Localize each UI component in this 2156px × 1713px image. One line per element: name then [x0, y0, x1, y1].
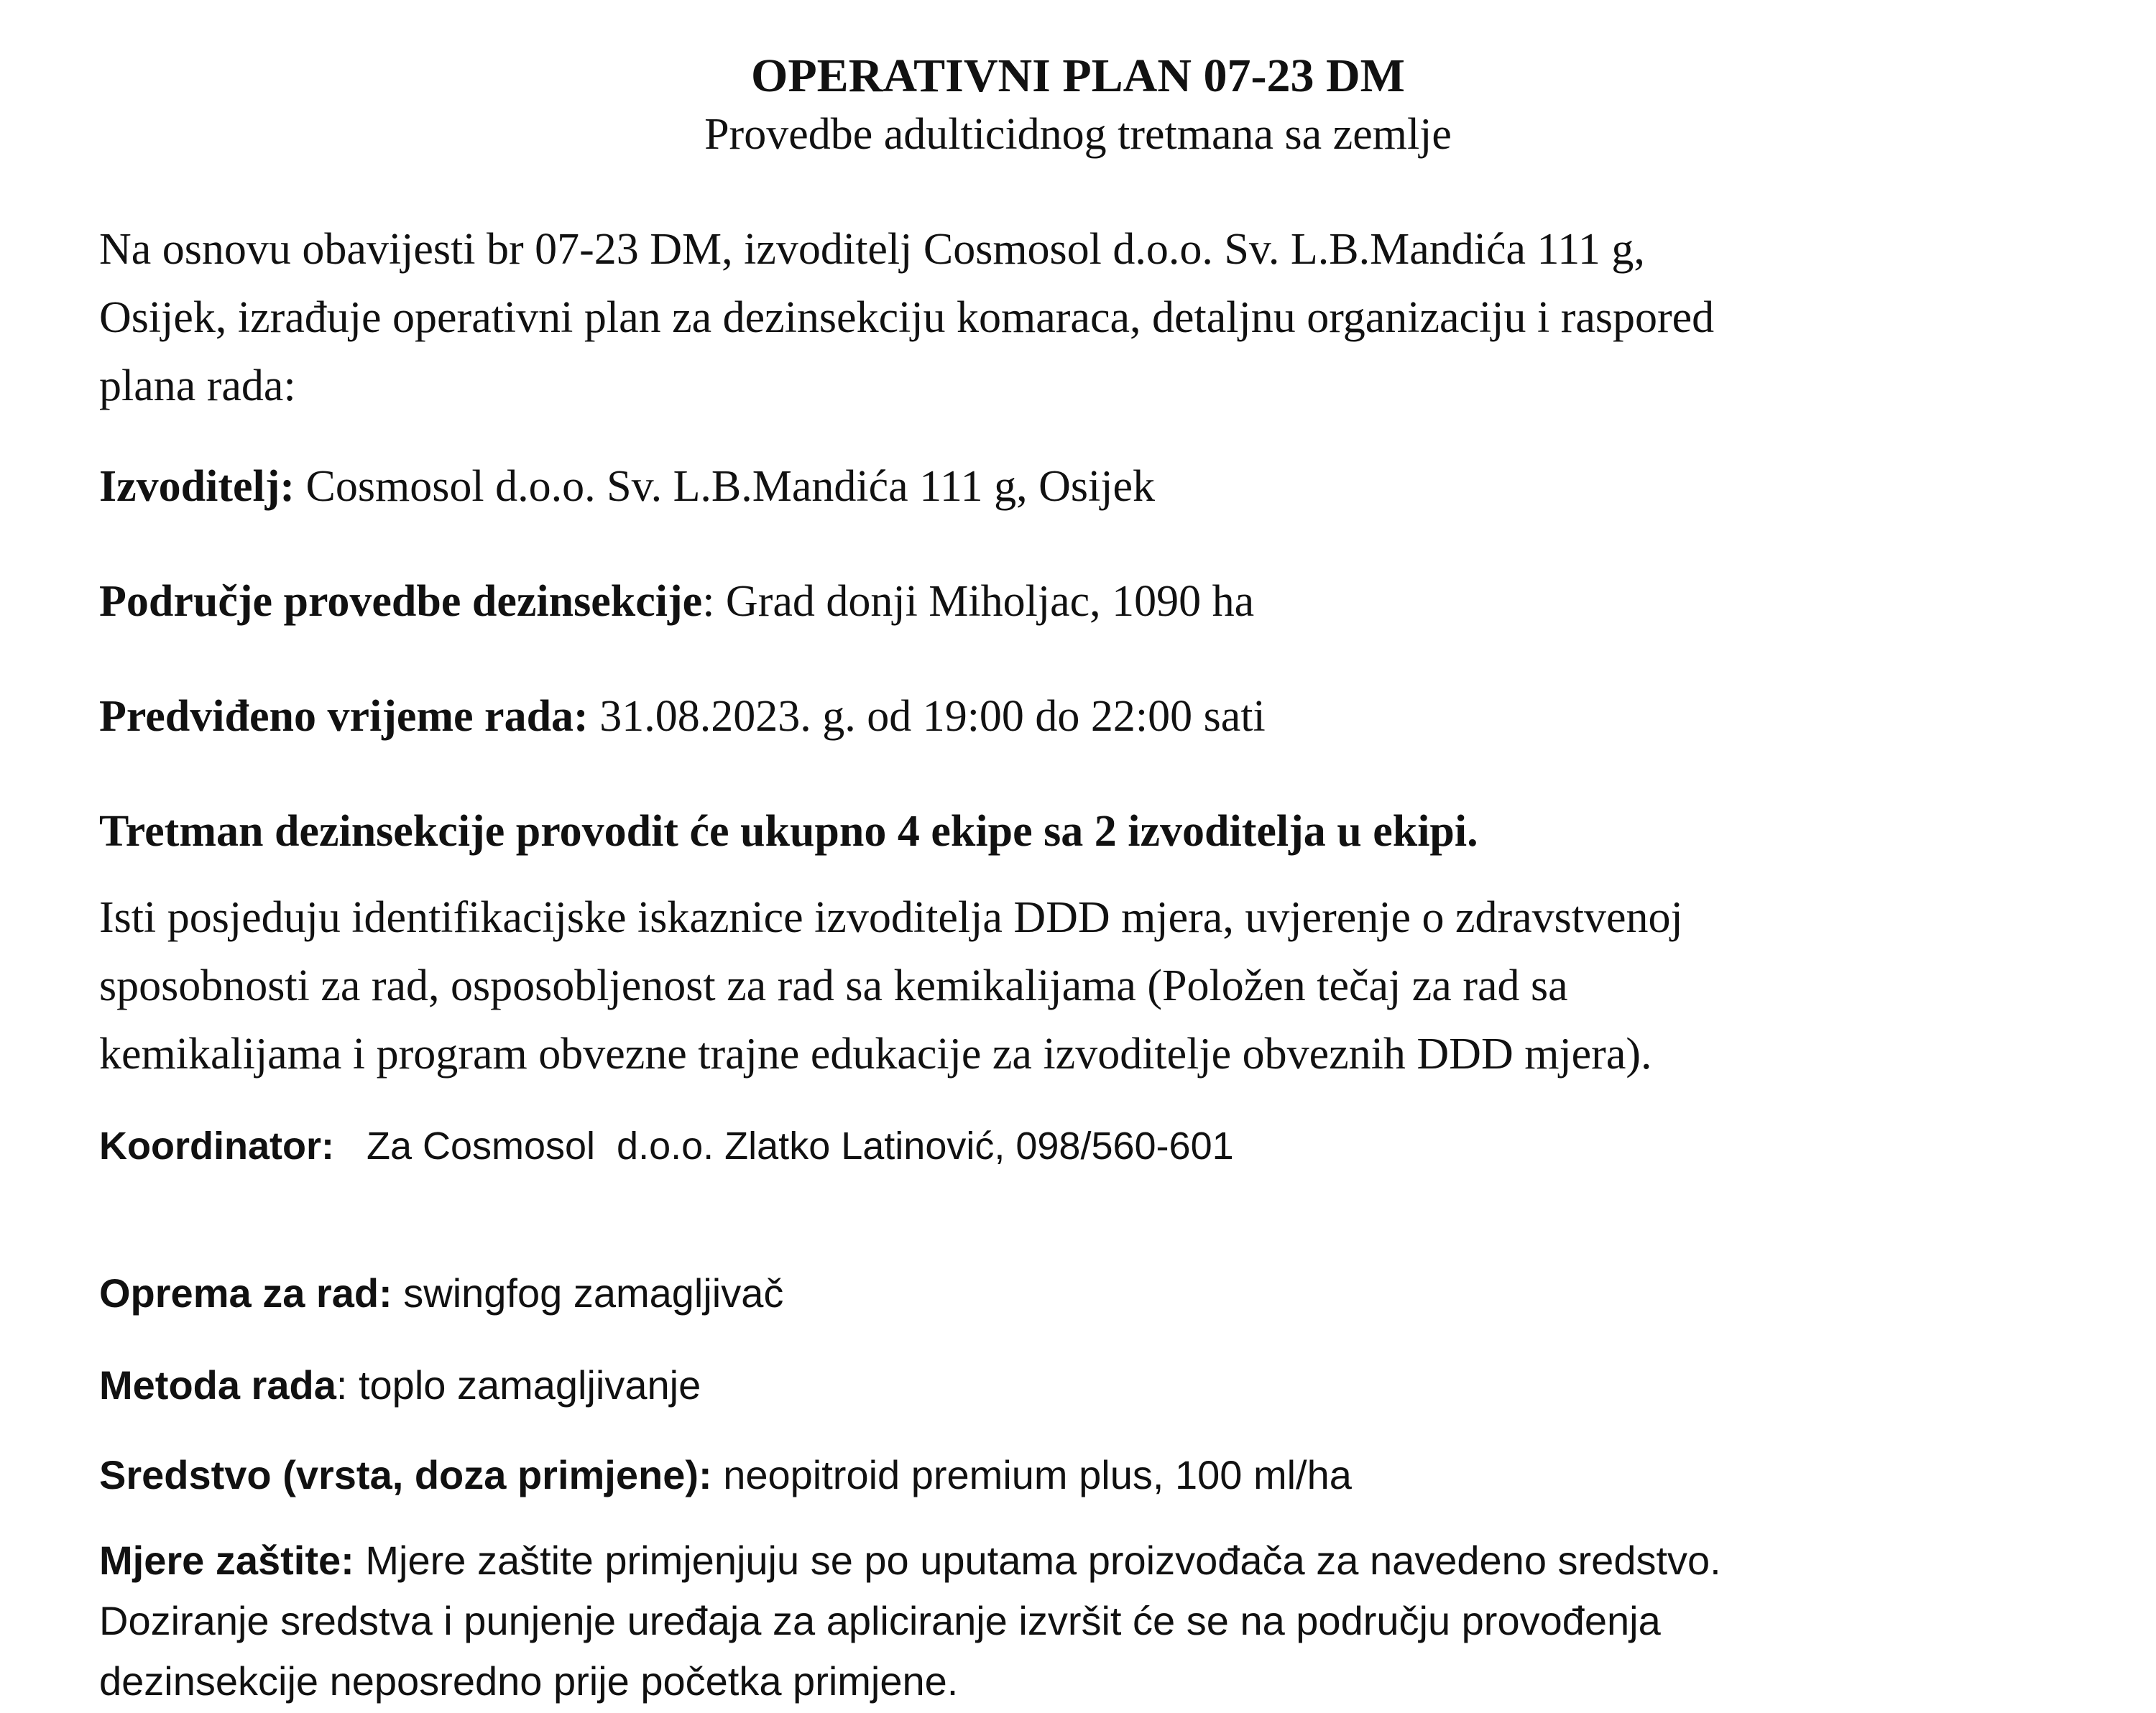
izvoditelj-label: Izvoditelj:: [99, 462, 295, 511]
intro-line: Osijek, izrađuje operativni plan za dezinsekciju komaraca, detaljnu organizaciju i raspored: [99, 293, 1715, 342]
document-title: OPERATIVNI PLAN 07-23 DM: [751, 50, 1405, 102]
intro-paragraph: [99, 216, 2083, 420]
metoda-label: Metoda rada: [99, 1362, 336, 1408]
oprema-label: Oprema za rad:: [99, 1270, 392, 1316]
teams-statement: Tretman dezinsekcije provodit će ukupno 4 ekipe sa 2 izvoditelja u ekipi.: [99, 807, 1478, 856]
izvoditelj-field: [99, 453, 2083, 521]
podrucje-value: : Grad donji Miholjac, 1090 ha: [702, 577, 1255, 626]
intro-line: Na osnovu obavijesti br 07-23 DM, izvoditelj Cosmosol d.o.o. Sv. L.B.Mandića 111 g,: [99, 225, 1645, 274]
sredstvo-label: Sredstvo (vrsta, doza primjene):: [99, 1452, 712, 1497]
mjere-paragraph: [99, 1530, 2083, 1712]
teams-line: kemikalijama i program obvezne trajne edukacije za izvoditelje obveznih DDD mjera).: [99, 1030, 1652, 1079]
vrijeme-value: 31.08.2023. g. od 19:00 do 22:00 sati: [588, 692, 1266, 741]
koordinator-label: Koordinator:: [99, 1125, 334, 1168]
metoda-value: : toplo zamagljivanje: [336, 1362, 701, 1408]
document-subtitle: Provedbe adulticidnog tretmana sa zemlje: [704, 110, 1452, 159]
teams-paragraph: [99, 884, 2083, 1089]
mjere-line: dezinsekcije neposredno prije početka primjene.: [99, 1658, 959, 1704]
podrucje-label: Područje provedbe dezinsekcije: [99, 577, 703, 626]
mjere-line: Doziranje sredstva i punjenje uređaja za apliciranje izvršit će se na području provođenja: [99, 1598, 1661, 1643]
metoda-field: [99, 1351, 2083, 1419]
mjere-first-line: [99, 1530, 2083, 1591]
sredstvo-value: neopitroid premium plus, 100 ml/ha: [711, 1452, 1352, 1497]
mjere-value: Mjere zaštite primjenjuju se po uputama proizvođača za navedeno sredstvo.: [354, 1538, 1721, 1583]
koordinator-value: Za Cosmosol d.o.o. Zlatko Latinović, 098/560-601: [333, 1125, 1234, 1168]
oprema-value: swingfog zamagljivač: [392, 1270, 784, 1316]
sredstvo-field: [99, 1441, 2083, 1509]
vrijeme-field: [99, 683, 2083, 751]
podrucje-field: [99, 568, 2083, 636]
oprema-field: [99, 1259, 2083, 1327]
intro-line: plana rada:: [99, 361, 296, 410]
izvoditelj-value: Cosmosol d.o.o. Sv. L.B.Mandića 111 g, Osijek: [295, 462, 1155, 511]
koordinator-field: [99, 1112, 2083, 1181]
teams-line: sposobnosti za rad, osposobljenost za rad sa kemikalijama (Položen tečaj za rad sa: [99, 961, 1568, 1010]
teams-line: Isti posjeduju identifikacijske iskaznice izvoditelja DDD mjera, uvjerenje o zdravstvenoj: [99, 893, 1683, 942]
mjere-label: Mjere zaštite:: [99, 1538, 354, 1583]
vrijeme-label: Predviđeno vrijeme rada:: [99, 692, 589, 741]
